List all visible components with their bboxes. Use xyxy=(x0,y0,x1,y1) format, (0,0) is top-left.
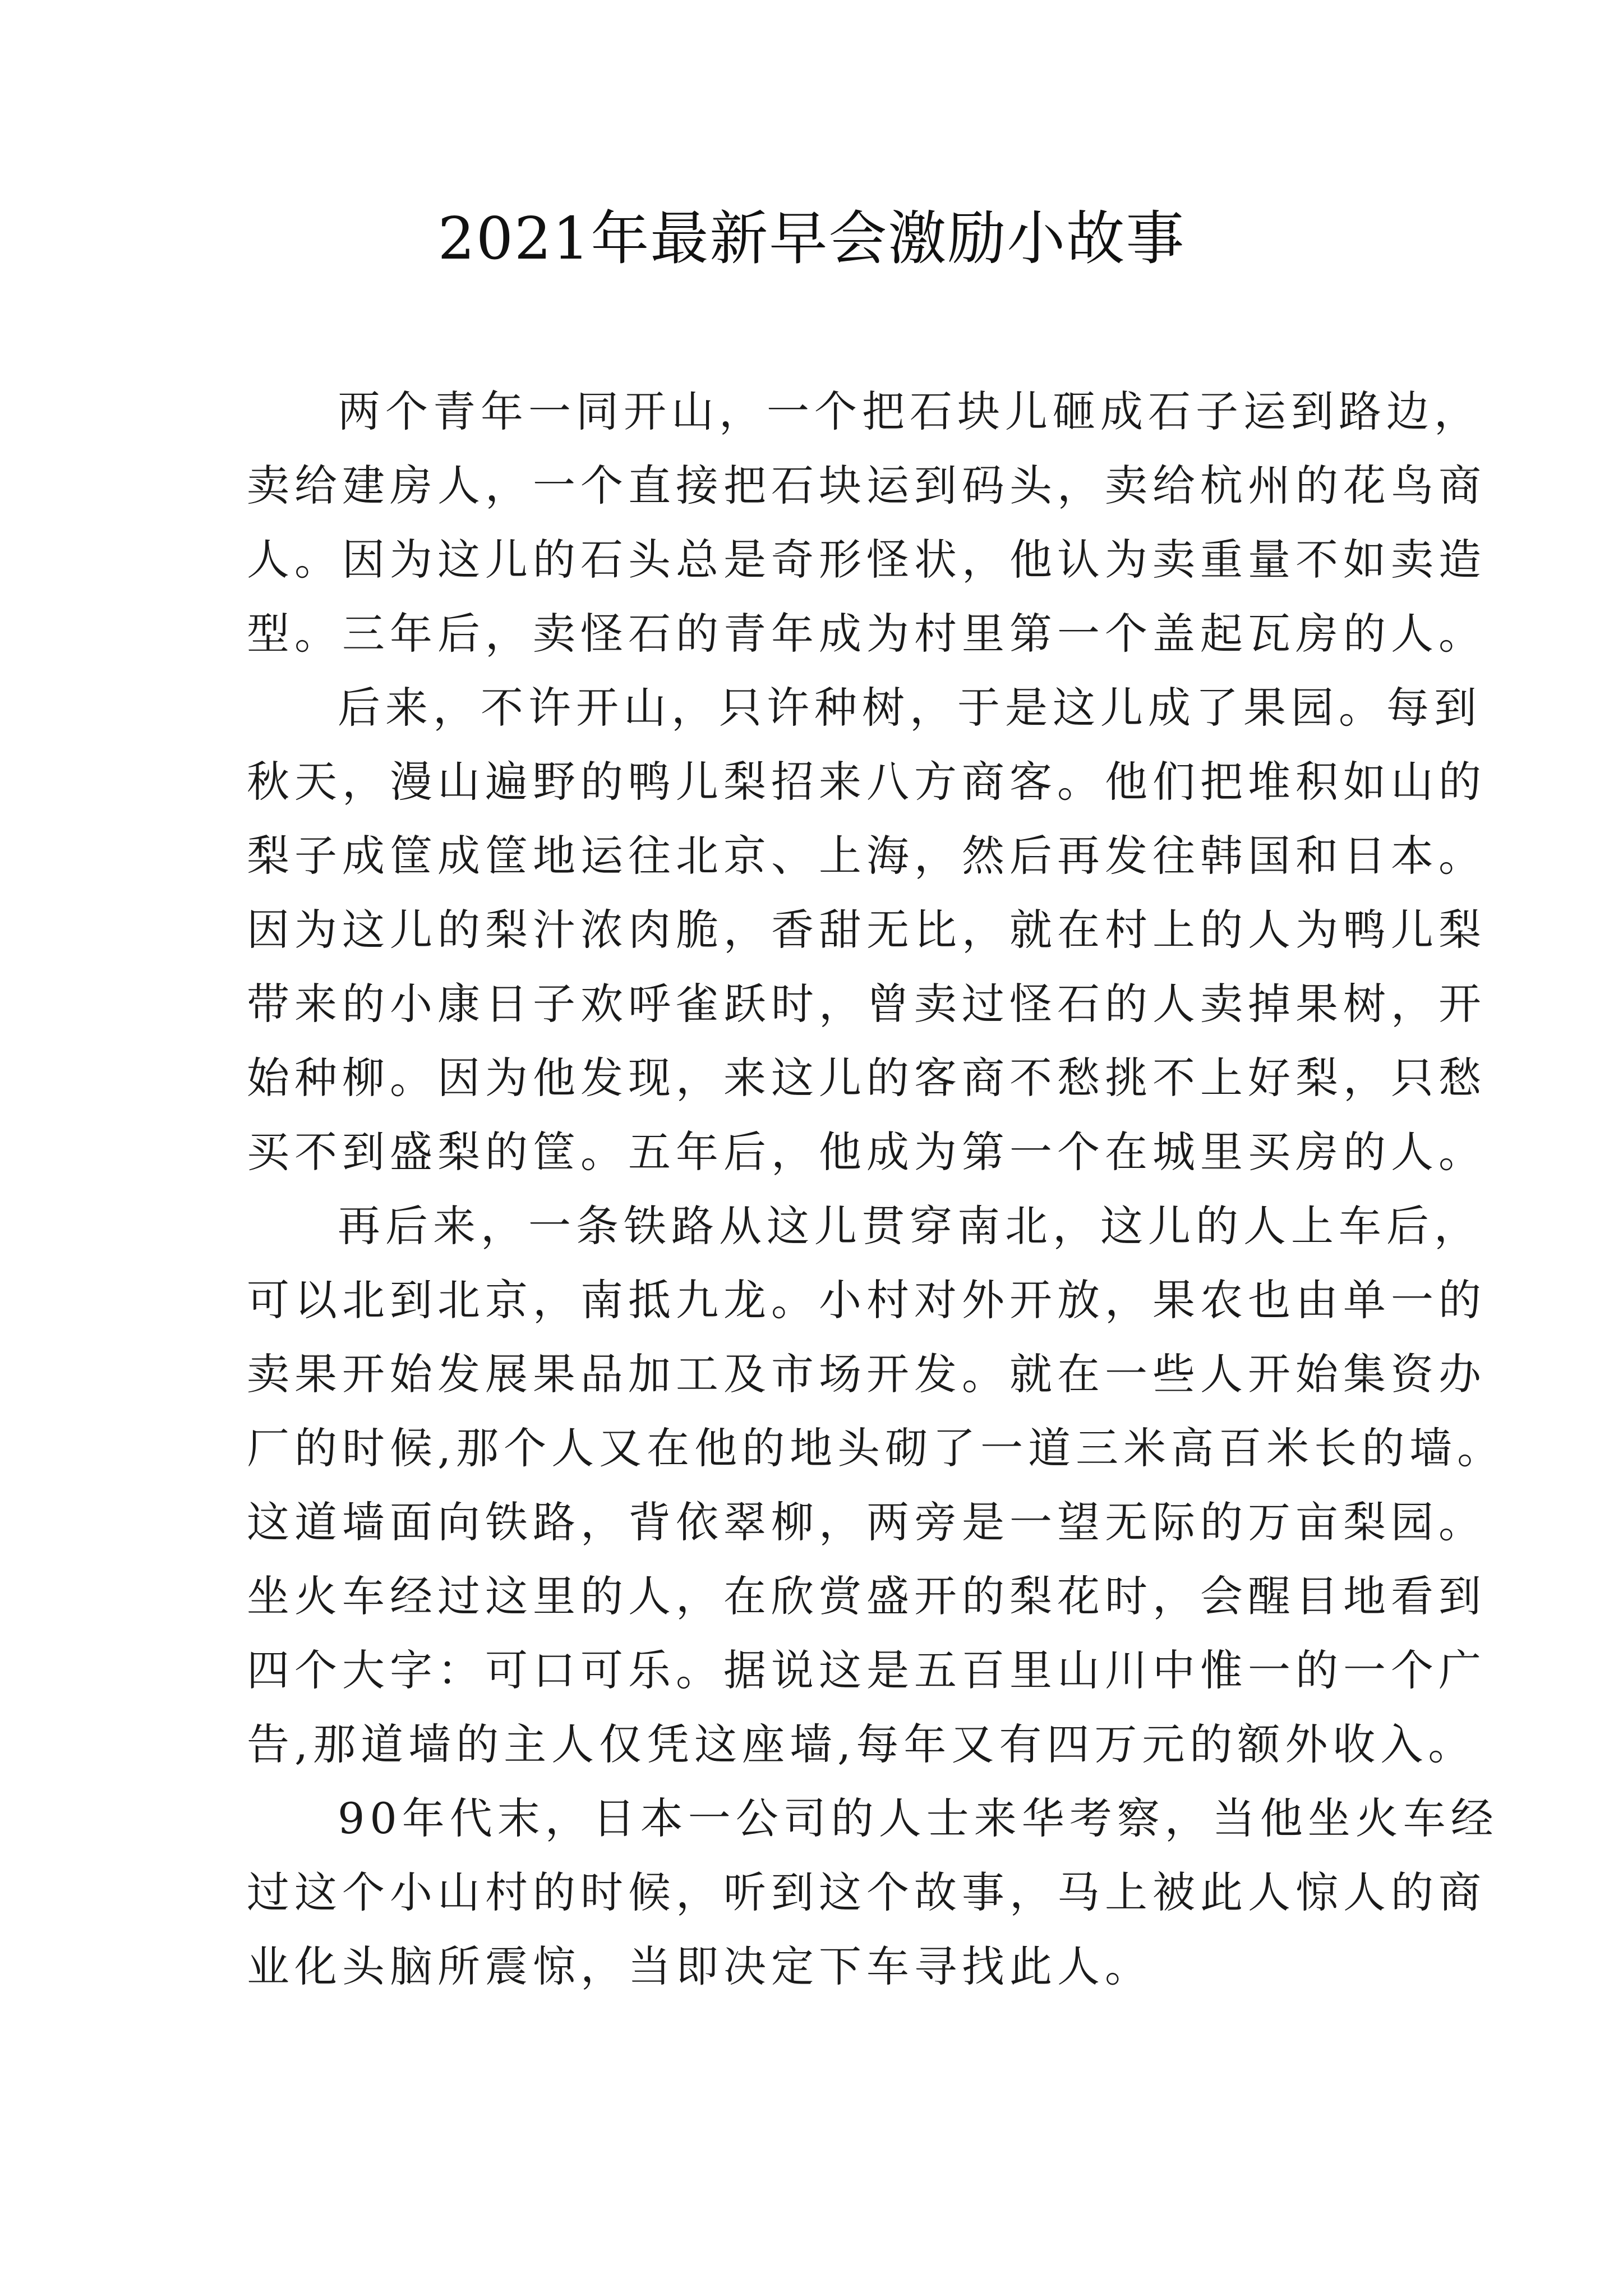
text-line: 这道墙面向铁路，背依翠柳，两旁是一望无际的万亩梨园。 xyxy=(247,1497,1486,1547)
text-line: 带来的小康日子欢呼雀跃时，曾卖过怪石的人卖掉果树，开 xyxy=(247,979,1486,1029)
text-line: 梨子成筐成筐地运往北京、上海，然后再发往韩国和日本。 xyxy=(247,831,1486,881)
document-title: 2021年最新早会激励小故事 xyxy=(437,204,1186,273)
text-line: 再后来，一条铁路从这儿贯穿南北，这儿的人上车后， xyxy=(338,1201,1482,1251)
text-line: 四个大字：可口可乐。据说这是五百里山川中惟一的一个广 xyxy=(247,1645,1486,1695)
paragraph-2 xyxy=(247,671,1486,1189)
text-line: 后来，不许开山，只许种树，于是这儿成了果园。每到 xyxy=(338,683,1482,733)
document-body xyxy=(247,375,1505,2004)
text-line: 人。因为这儿的石头总是奇形怪状，他认为卖重量不如卖造 xyxy=(247,535,1486,585)
text-line: 型。三年后，卖怪石的青年成为村里第一个盖起瓦房的人。 xyxy=(247,609,1486,659)
text-line: 秋天，漫山遍野的鸭儿梨招来八方商客。他们把堆积如山的 xyxy=(247,757,1486,807)
text-line: 买不到盛梨的筐。五年后，他成为第一个在城里买房的人。 xyxy=(247,1127,1486,1177)
text-line: 过这个小山村的时候，听到这个故事，马上被此人惊人的商 xyxy=(247,1867,1486,1917)
paragraph-4 xyxy=(247,1782,1498,2004)
text-line: 可以北到北京，南抵九龙。小村对外开放，果农也由单一的 xyxy=(247,1275,1486,1325)
text-line: 两个青年一同开山，一个把石块儿砸成石子运到路边， xyxy=(338,386,1482,436)
paragraph-1 xyxy=(247,375,1486,671)
text-line: 厂的时候,那个人又在他的地头砌了一道三米高百米长的墙。 xyxy=(247,1423,1505,1473)
text-line: 因为这儿的梨汁浓肉脆，香甜无比，就在村上的人为鸭儿梨 xyxy=(247,905,1486,955)
text-line: 始种柳。因为他发现，来这儿的客商不愁挑不上好梨，只愁 xyxy=(247,1053,1486,1103)
text-line: 业化头脑所震惊，当即决定下车寻找此人。 xyxy=(247,1941,1152,1991)
paragraph-3 xyxy=(247,1189,1505,1782)
text-line: 坐火车经过这里的人，在欣赏盛开的梨花时，会醒目地看到 xyxy=(247,1571,1486,1621)
text-line: 告,那道墙的主人仅凭这座墙,每年又有四万元的额外收入。 xyxy=(247,1719,1476,1769)
text-line: 卖给建房人，一个直接把石块运到码头，卖给杭州的花鸟商 xyxy=(247,461,1486,510)
text-line: 90年代末，日本一公司的人士来华考察，当他坐火车经 xyxy=(338,1793,1498,1843)
text-line: 卖果开始发展果品加工及市场开发。就在一些人开始集资办 xyxy=(247,1349,1486,1399)
